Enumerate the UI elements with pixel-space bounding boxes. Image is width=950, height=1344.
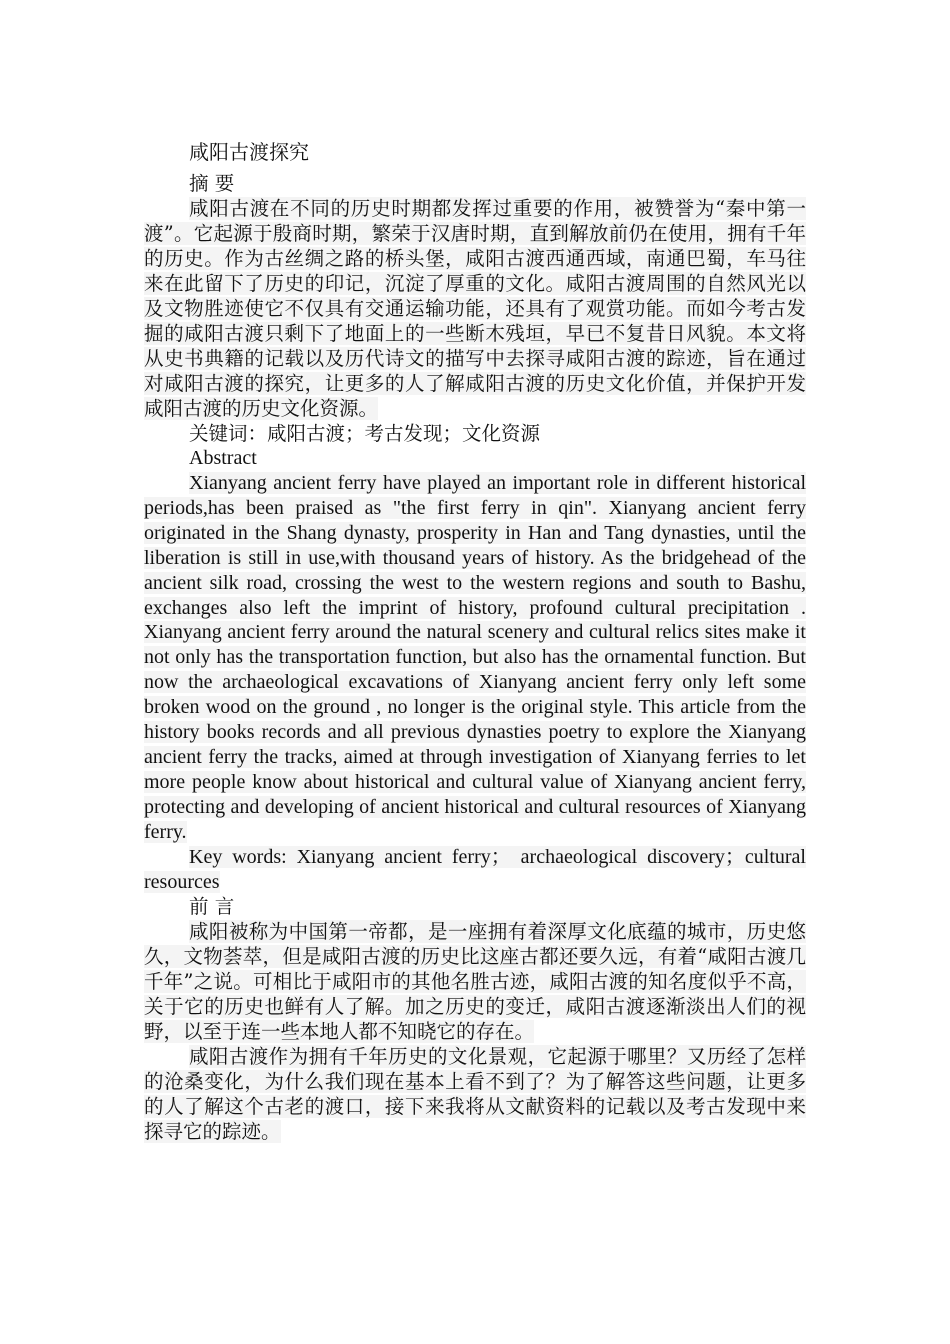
- keywords-en-paragraph: [144, 845, 806, 895]
- preface-text-1: 咸阳被称为中国第一帝都，是一座拥有着深厚文化底蕴的城市，历史悠久，文物荟萃，但是咸阳古渡的历史比这座古都还要久远，有着“咸阳古渡几千年”之说。可相比于咸阳市的其他名胜古迹，咸阳古渡的知名度似乎不高，关于它的历史也鲜有人了解。加之历史的变迁，咸阳古渡逐渐淡出人们的视野，以至于连一些本地人都不知晓它的存在。: [144, 920, 806, 1044]
- keywords-en: Key words: Xianyang ancient ferry； archaeological discovery；cultural resources: [144, 845, 806, 893]
- abstract-en-text: Xianyang ancient ferry have played an important role in different historical periods,has been praised as "the first ferry in qin". Xianyang ancient ferry originated in the Shang dynasty, prosperity in Han and Tang dynasties, until the liberation is still in use,with thousand years of history. As the bridgehead of the ancient silk road, crossing the west to the western regions and south to Bashu, exchanges also left the imprint of history, profound cultural precipitation . Xianyang ancient ferry around the natural scenery and cultural relics sites make it not only has the transportation function, but also has the ornamental function. But now the archaeological excavations of Xianyang ancient ferry only left some broken wood on the ground , no longer is the original style. This article from the history books records and all previous dynasties poetry to explore the Xianyang ancient ferry the tracks, aimed at through investigation of Xianyang ferries to let more people know about historical and cultural value of Xianyang ancient ferry, protecting and developing of ancient historical and cultural resources of Xianyang ferry.: [144, 472, 806, 843]
- preface-heading: 前 言: [189, 895, 235, 919]
- preface-paragraph-1: [144, 919, 806, 1044]
- abstract-en-heading: Abstract: [189, 447, 257, 469]
- abstract-en-paragraph: [144, 471, 806, 845]
- page-title: 咸阳古渡探究: [189, 140, 309, 164]
- abstract-cn-heading: 摘 要: [189, 172, 235, 195]
- abstract-cn-text: 咸阳古渡在不同的历史时期都发挥过重要的作用，被赞誉为“秦中第一渡”。它起源于殷商时期，繁荣于汉唐时期，直到解放前仍在使用，拥有千年的历史。作为古丝绸之路的桥头堡，咸阳古渡西通西域，南通巴蜀，车马往来在此留下了历史的印记，沉淀了厚重的文化。咸阳古渡周围的自然风光以及文物胜迹使它不仅具有交通运输功能，还具有了观赏功能。而如今考古发掘的咸阳古渡只剩下了地面上的一些断木残垣，早已不复昔日风貌。本文将从史书典籍的记载以及历代诗文的描写中去探寻咸阳古渡的踪迹，旨在通过对咸阳古渡的探究，让更多的人了解咸阳古渡的历史文化价值，并保护开发咸阳古渡的历史文化资源。: [144, 197, 806, 420]
- keywords-cn: 关键词：咸阳古渡；考古发现；文化资源: [189, 422, 541, 445]
- preface-text-2: 咸阳古渡作为拥有千年历史的文化景观，它起源于哪里？又历经了怎样的沧桑变化，为什么我们现在基本上看不到了？为了解答这些问题，让更多的人了解这个古老的渡口，接下来我将从文献资料的记载以及考古发现中来探寻它的踪迹。: [144, 1045, 806, 1144]
- preface-paragraph-2: [144, 1044, 806, 1144]
- document-body: [144, 137, 806, 1144]
- abstract-cn-paragraph: [144, 196, 806, 421]
